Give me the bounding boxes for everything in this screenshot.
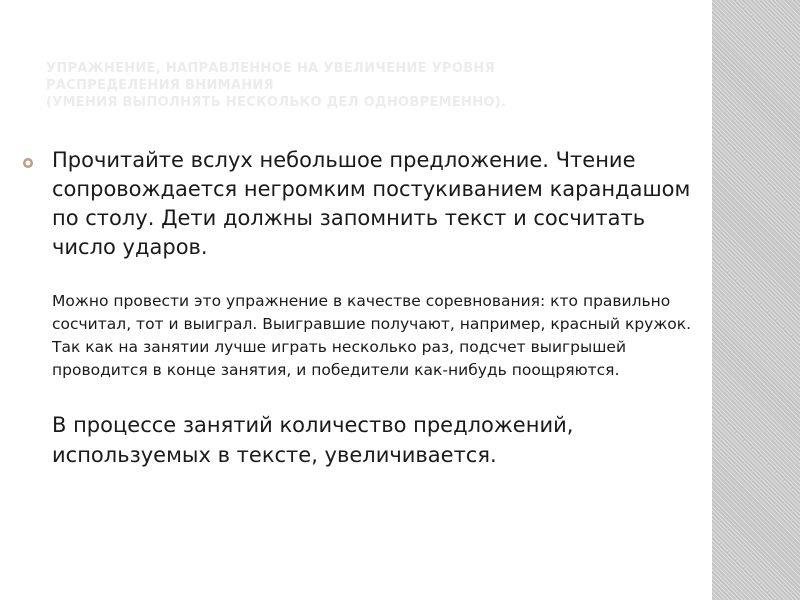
slide-content — [18, 146, 708, 470]
title-line-1: УПРАЖНЕНИЕ, НАПРАВЛЕННОЕ НА УВЕЛИЧЕНИЕ УРОВНЯ — [46, 61, 495, 76]
slide-title — [46, 60, 686, 111]
title-line-3: (УМЕНИЯ ВЫПОЛНЯТЬ НЕСКОЛЬКО ДЕЛ ОДНОВРЕМЕННО). — [46, 95, 507, 110]
final-paragraph: В процессе занятий количество предложений, используемых в тексте, увеличивается. — [52, 413, 574, 467]
secondary-paragraph: Можно провести это упражнение в качестве соревнования: кто правильно сосчитал, тот и выиграл. Выигравшие получают, например, красный кружок. Так как на занятии лучше играть несколько раз, подсчет выигрышей проводится в конце занятия, и победители как-нибудь поощряются. — [52, 292, 692, 379]
decorative-side-band — [712, 0, 800, 600]
title-line-2: РАСПРЕДЕЛЕНИЯ ВНИМАНИЯ — [46, 78, 274, 93]
main-paragraph: Прочитайте вслух небольшое предложение. Чтение сопровождается негромким постукиванием карандашом по столу. Дети должны запомнить текст и сосчитать число ударов. — [52, 148, 691, 259]
bullet-item — [18, 146, 708, 262]
circle-bullet-icon — [22, 154, 34, 166]
